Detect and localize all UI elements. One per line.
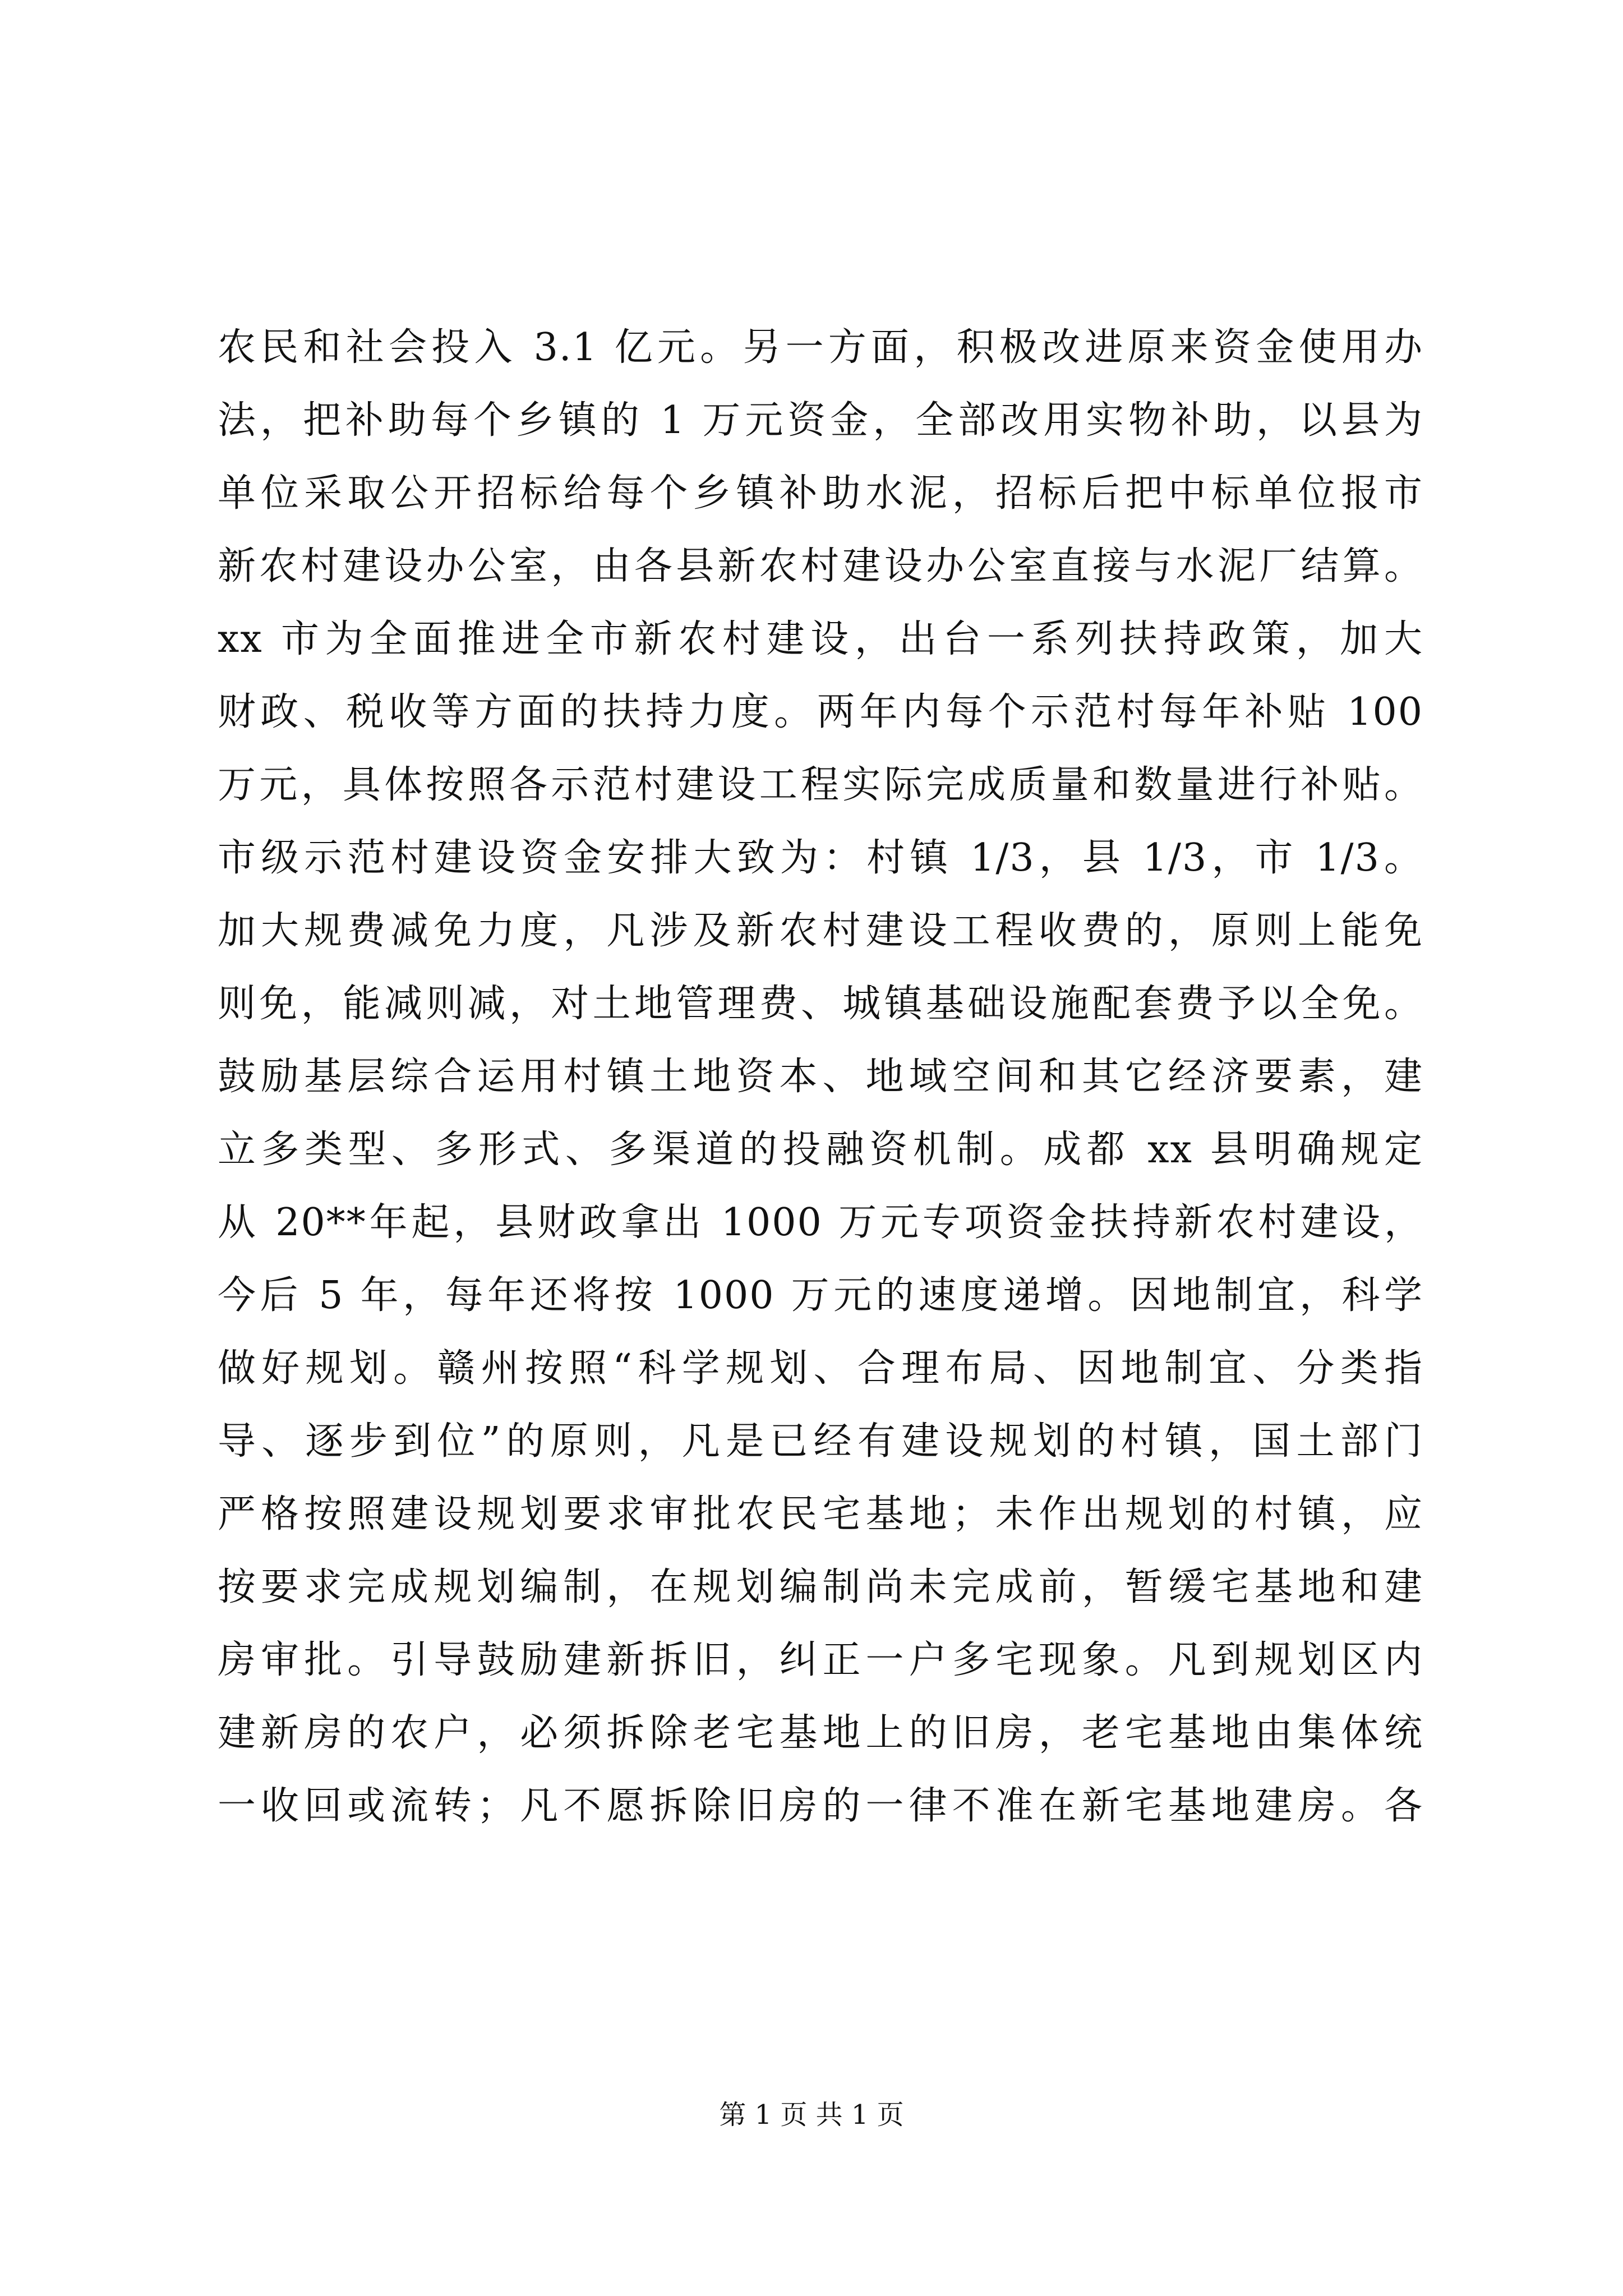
text-line: 做好规划。赣州按照“科学规划、合理布局、因地制宜、分类指	[218, 1346, 1423, 1391]
text-line: 按要求完成规划编制，在规划编制尚未完成前，暂缓宅基地和建	[218, 1565, 1423, 1609]
text-line: 从 20**年起，县财政拿出 1000 万元专项资金扶持新农村建设，	[218, 1200, 1423, 1245]
text-line: 则免，能减则减，对土地管理费、城镇基础设施配套费予以全免。	[218, 982, 1423, 1026]
text-line: 立多类型、多形式、多渠道的投融资机制。成都 xx 县明确规定	[218, 1128, 1423, 1172]
text-line: 严格按照建设规划要求审批农民宅基地；未作出规划的村镇，应	[218, 1492, 1423, 1536]
text-line: 鼓励基层综合运用村镇土地资本、地域空间和其它经济要素，建	[218, 1055, 1423, 1099]
text-line: 导、逐步到位”的原则，凡是已经有建设规划的村镇，国土部门	[218, 1419, 1423, 1464]
text-line: 今后 5 年，每年还将按 1000 万元的速度递增。因地制宜，科学	[218, 1273, 1423, 1318]
page-footer	[0, 2095, 1623, 2134]
text-line: 农民和社会投入 3.1 亿元。另一方面，积极改进原来资金使用办	[218, 325, 1423, 370]
text-line: xx 市为全面推进全市新农村建设，出台一系列扶持政策，加大	[218, 617, 1423, 661]
text-line: 法，把补助每个乡镇的 1 万元资金，全部改用实物补助，以县为	[218, 398, 1423, 443]
text-line: 单位采取公开招标给每个乡镇补助水泥，招标后把中标单位报市	[218, 471, 1423, 516]
text-line: 财政、税收等方面的扶持力度。两年内每个示范村每年补贴 100	[218, 690, 1423, 734]
text-line: 房审批。引导鼓励建新拆旧，纠正一户多宅现象。凡到规划区内	[218, 1638, 1423, 1682]
text-line: 新农村建设办公室，由各县新农村建设办公室直接与水泥厂结算。	[218, 544, 1423, 588]
text-line: 建新房的农户，必须拆除老宅基地上的旧房，老宅基地由集体统	[218, 1711, 1423, 1755]
page-number-label: 第 1 页 共 1 页	[719, 2099, 904, 2131]
text-line: 一收回或流转；凡不愿拆除旧房的一律不准在新宅基地建房。各	[218, 1784, 1423, 1828]
text-line: 市级示范村建设资金安排大致为：村镇 1/3，县 1/3，市 1/3。	[218, 836, 1423, 880]
text-line: 万元，具体按照各示范村建设工程实际完成质量和数量进行补贴。	[218, 763, 1423, 807]
body-text	[218, 311, 1423, 1843]
text-line: 加大规费减免力度，凡涉及新农村建设工程收费的，原则上能免	[218, 909, 1423, 953]
